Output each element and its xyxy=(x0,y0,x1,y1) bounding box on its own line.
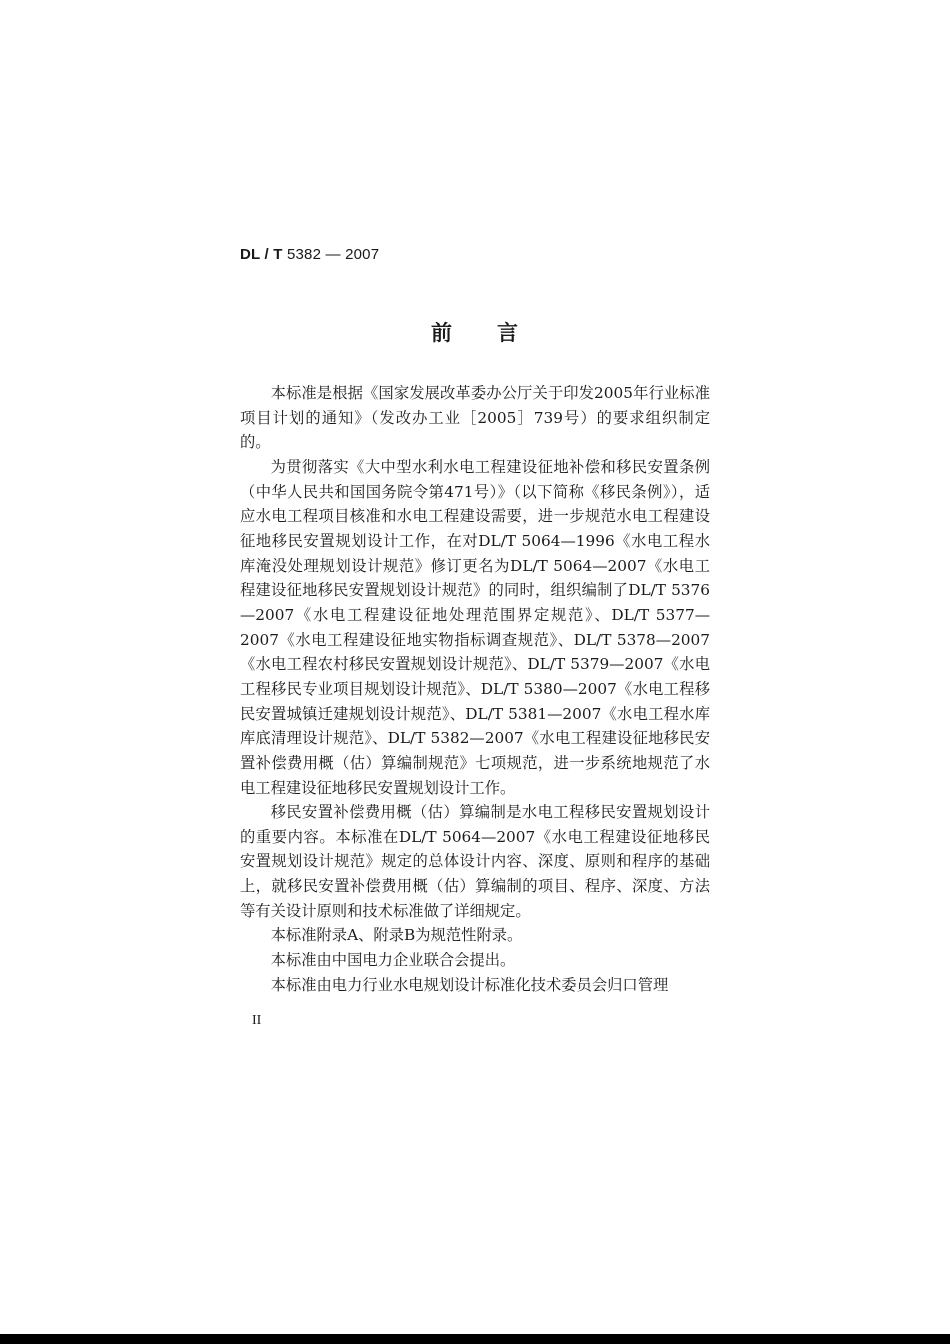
standard-code-prefix: DL / T xyxy=(240,246,283,263)
bottom-edge-bar xyxy=(0,1334,950,1344)
paragraph-purpose: 为贯彻落实《大中型水利水电工程建设征地补偿和移民安置条例（中华人民共和国国务院令第471号）》（以下简称《移民条例》），适应水电工程项目核准和水电工程建设需要，进一步规范水电工程建设征地移民安置规划设计工作，在对DL/T 5064—1996《水电工程水库淹没处理规划设计规范》修订更名为DL/T 5064—2007《水电工程建设征地移民安置规划设计规范》的同时，组织编制了DL/T 5376—2007《水电工程建设征地处理范围界定规范》、DL/T 5377—2007《水电工程建设征地实物指标调查规范》、DL/T 5378—2007《水电工程农村移民安置规划设计规范》、DL/T 5379—2007《水电工程移民专业项目规划设计规范》、DL/T 5380—2007《水电工程移民安置城镇迁建规划设计规范》、DL/T 5381—2007《水电工程水库库底清理设计规范》、DL/T 5382—2007《水电工程建设征地移民安置补偿费用概（估）算编制规范》七项规范，进一步系统地规范了水电工程建设征地移民安置规划设计工作。 xyxy=(240,457,710,797)
paragraph-scope: 移民安置补偿费用概（估）算编制是水电工程移民安置规划设计的重要内容。本标准在DL/T 5064—2007《水电工程建设征地移民安置规划设计规范》规定的总体设计内容、深度、原则和程序的基础上，就移民安置补偿费用概（估）算编制的项目、程序、深度、方法等有关设计原则和技术标准做了详细规定。 xyxy=(240,803,710,920)
standard-code-number: 5382 — 2007 xyxy=(286,246,380,263)
page-title-char-2: 言 xyxy=(497,321,519,345)
paragraph-basis: 本标准是根据《国家发展改革委办公厅关于印发2005年行业标准项目计划的通知》（发改办工业［2005］739号）的要求组织制定的。 xyxy=(240,384,710,452)
page-title xyxy=(240,317,710,347)
standard-code xyxy=(240,246,379,263)
paragraph-appendix: 本标准附录A、附录B为规范性附录。 xyxy=(270,926,523,945)
page-title-char-1: 前 xyxy=(431,321,453,345)
paragraph-management: 本标准由电力行业水电规划设计标准化技术委员会归口管理 xyxy=(270,975,669,994)
foreword-body xyxy=(240,381,710,997)
page-number: II xyxy=(252,1013,262,1028)
paragraph-proposer: 本标准由中国电力企业联合会提出。 xyxy=(270,951,516,970)
